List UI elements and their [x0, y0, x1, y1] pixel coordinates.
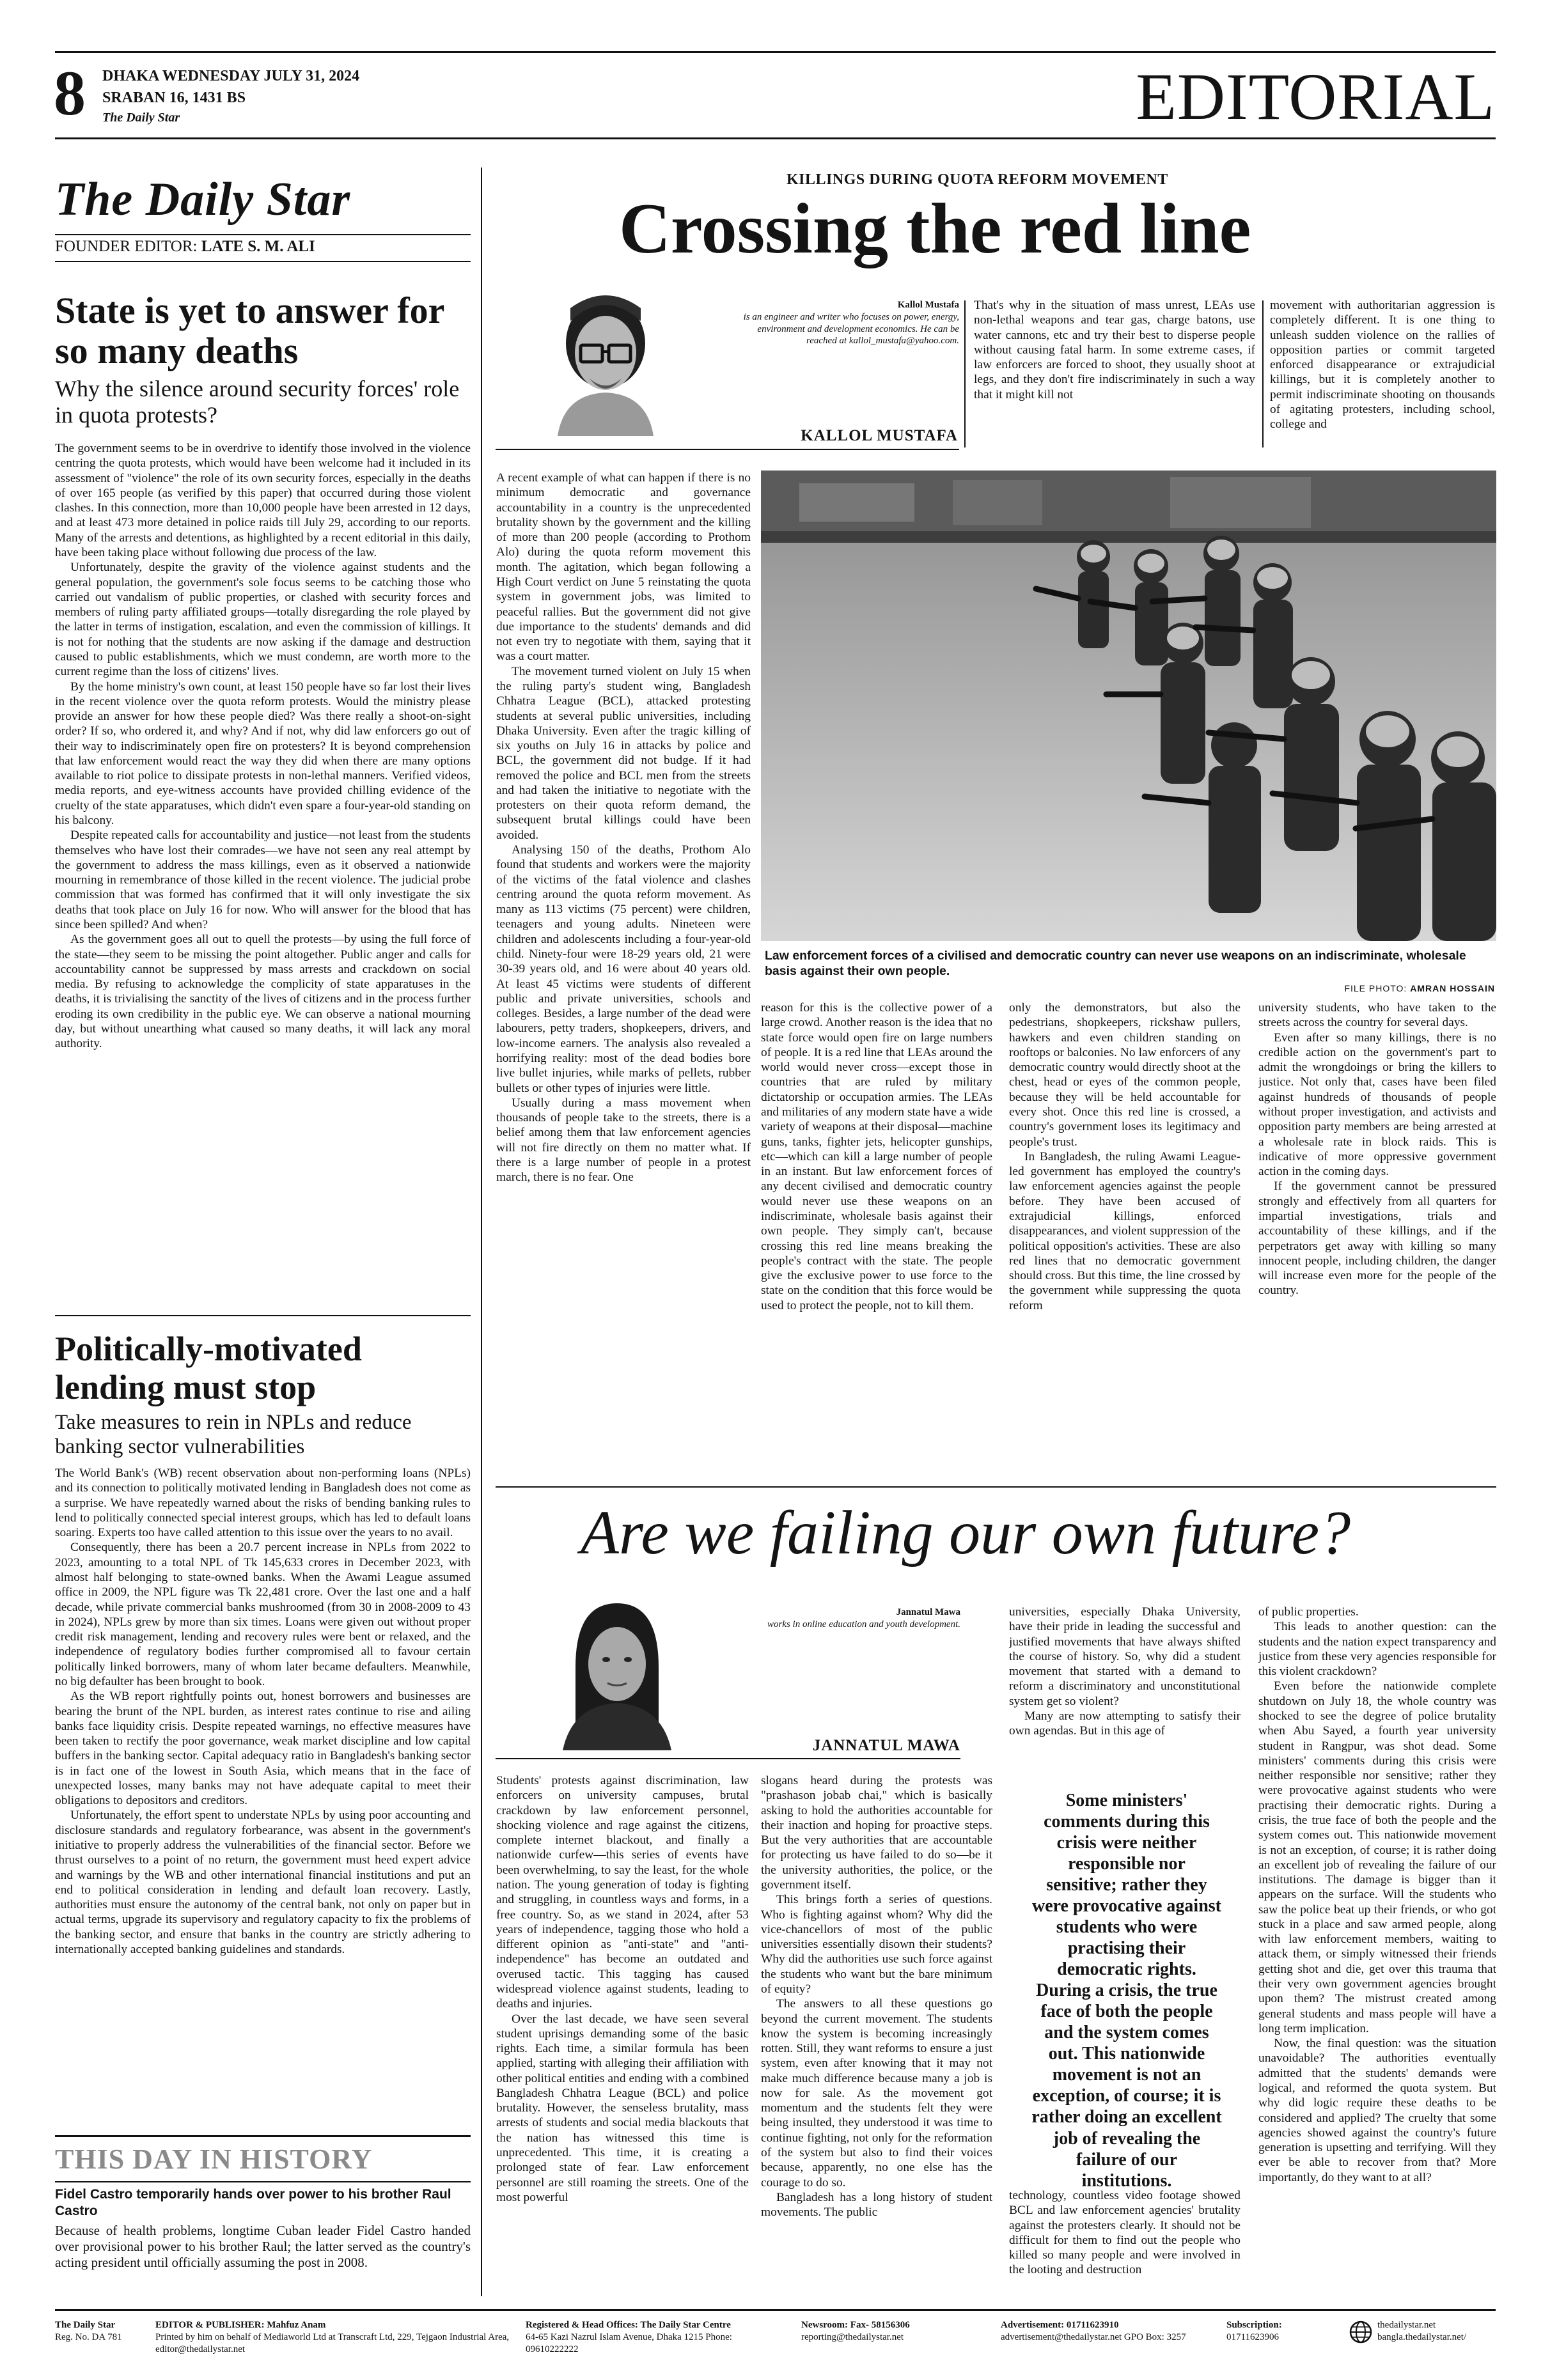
paragraph: Even before the nationwide complete shutdown on July 18, the whole country was shocked to see the degree of police brutality when Abu Sayed, a fourth year university student in Rangpur, was shot dead. Some ministers' comments during this crisis were neither responsible nor sensitive; rather they were provocative against students who were practising their democratic rights. During a crisis, the true face of both the people and the system comes out. This nationwide movement is not an exception, of course; it is rather doing an excellent job of revealing the failure of our institutions. The damage is bigger than it appears on the surface. Will the students who saw the police beat up their friends, or who got stuck in a place and saw armed people, along with law enforcement members, waiting to attack them, or simply witnessed their friends getting shot and die, get over this trauma that their very own government agencies brought upon them? The mistrust created among general students and mass people will have a long term implication. [1258, 1679, 1496, 2035]
footer-title: Advertisement: 01711623910 [1001, 2320, 1119, 2330]
paragraph: Over the last decade, we have seen several student uprisings demanding some of the basic rights. Each time, a similar formula has been applied, starting with alleging their affiliation with other political entities and ending with a combined Bangladesh Chhatra League (BCL) and police brutality. However, the senseless brutality, mass arrests of students and social media blackouts that the nation has witnessed this time is unprecedented. This time, it is creating a prolonged state of fear. Law enforcement personnel are still roaming the streets. One of the most powerful [496, 2012, 749, 2204]
paragraph: The movement turned violent on July 15 when the ruling party's student wing, Bangladesh Chhatra League (BCL), attacked protesting students at several public universities, including Dhaka University. Even after the tragic killing of six youths on July 16 in attacks by police and BCL, the government did not budge. If it had removed the police and BCL men from the streets and had taken the initiative to negotiate with the protesters on their quota reform demand, the subsequent brutal killings could have been avoided. [496, 664, 751, 842]
footer-rule [55, 2309, 1496, 2311]
paragraph: Because of health problems, longtime Cuban leader Fidel Castro handed over provisional power to his brother Raul; the latter served as the country's acting president until officially assuming the post in 2008. [55, 2223, 471, 2271]
footer-title: Registered & Head Offices: The Daily Star Centre [526, 2320, 731, 2330]
paragraph: Students' protests against discrimination, law enforcers on university campuses, brutal crackdown by law enforcement personnel, shocking violence and rage against the citizens, complete internet blackout, and finally a nationwide curfew—this series of events have been overwhelming, to say the least, for the whole nation. The young generation of today is fighting and struggling, in countless ways and forms, in a free country. So, as we stand in 2024, after 53 years of independence, tagging those who hold a different opinion as "anti-state" and "anti-independence" has become an outdated and overused tactic. This tagging has caused widespread violence against students, leading to deaths and injuries. [496, 1774, 749, 2011]
paragraph: The answers to all these questions go beyond the current movement. The students know the system is becoming increasingly rotten. Still, they want reforms to ensure a just system, even after knowing that it may not make much difference because many a job is now for sale. As the movement got momentum and the students felt they were being insulted, they understood it was time to continue fighting, not only for the reformation of the system but also to find their voices because, apparently, no one else has the courage to do so. [761, 1997, 992, 2189]
footer-link[interactable]: thedailystar.net [1377, 2320, 1436, 2330]
column-separator [481, 167, 482, 2296]
article1-kicker: KILLINGS DURING QUOTA REFORM MOVEMENT [787, 171, 1168, 188]
author-portrait-kallol [551, 283, 660, 436]
footer-title: EDITOR & PUBLISHER: Mahfuz Anam [155, 2320, 326, 2330]
article1-col-f [1258, 1000, 1496, 1475]
author-bio-text: is an engineer and writer who focuses on power, energy, environment and development economics. He can be reached at kallol_mustafa@yahoo.com. [743, 311, 959, 346]
paragraph: Despite repeated calls for accountability and justice—not least from the students themselves who have lost their comrades—we have not seen any real attempt by the government to address the mass killings, even as it observed a nationwide mourning in remembrance of those killed in the recent violence. The judicial probe commission that was formed has confirmed that it will only investigate the six deaths that took place on July 16 for now. Who will answer for the blood that has since been spilled? And when? [55, 828, 471, 931]
paragraph: of public properties. [1258, 1605, 1359, 1619]
paragraph: Consequently, there has been a 20.7 percent increase in NPLs from 2022 to 2023, amounting to a total NPL of Tk 145,633 crores in December 2023, with almost half belonging to state-owned banks. When the Awami League assumed office in 2009, the NPL figure was Tk 22,481 crore. Over the last one and a half decade, while private commercial banks mushroomed (from 30 in 2008-2009 to 43 in 2024), NPLs grew by more than six times. Loans were given out without proper credit risk management, lending and recovery rules were bent or relaxed, and the independence of regulatory bodies further compromised all to favour certain politically linked borrowers, many of whom later became defaulters. Meanwhile, no big defaulter has been brought to book. [55, 1541, 471, 1688]
author-bio-kallol [729, 299, 959, 347]
author-bio-text: works in online education and youth development. [767, 1619, 960, 1629]
date-line: DHAKA WEDNESDAY JULY 31, 2024 [102, 68, 360, 84]
footer-link[interactable]: bangla.thedailystar.net/ [1377, 2331, 1467, 2342]
police-photo-image [761, 471, 1496, 941]
footer-text: Printed by him on behalf of Mediaworld Ltd at Transcraft Ltd, 229, Tejgaon Industrial Area, editor@thedailystar.net [155, 2331, 510, 2354]
column-separator [964, 300, 966, 447]
editorial1-body [55, 441, 471, 1307]
paragraph: Unfortunately, despite the gravity of the violence against students and the general population, the government's sole focus seems to be catching those who carried out vandalism of public properties, or clashed with security forces and members of ruling party affiliated groups—totally disregarding the role played by the latter in terms of instigation, escalation, and even the commission of killings. It is not for nothing that the students are now asking if the damage and destruction caused to public establishments, which we must condemn, are worth more to the current regime than the loss of citizens' lives. [55, 561, 471, 679]
paragraph: This brings forth a series of questions. Who is fighting against whom? Why did the vice-chancellors of most of the public universities essentially disown their students? Why did the authorities use such force against the students who want but the bare minimum of equity? [761, 1893, 992, 1996]
paragraph: Many are now attempting to satisfy their own agendas. But in this age of [1009, 1709, 1241, 1738]
masthead-logo: The Daily Star [55, 173, 351, 226]
editorial1-subtitle: Why the silence around security forces' role in quota protests? [55, 376, 460, 428]
article2-col-d [1258, 1605, 1496, 2292]
photo-credit [1344, 983, 1495, 993]
founder-name: LATE S. M. ALI [201, 238, 315, 255]
paragraph: Even after so many killings, there is no credible action on the government's part to admit the wrongdoings or bring the killers to justice. Not only that, cases have been filed against hundreds of thousands of people without proper investigation, and activists and opposition party members are being arrested at a wholesale rate in block raids. This is indicative of more oppressive government action in the coming days. [1258, 1031, 1496, 1179]
history-headline: Fidel Castro temporarily hands over power to his brother Raul Castro [55, 2187, 451, 2219]
police-photo [761, 471, 1496, 941]
editorial-divider [55, 1315, 471, 1316]
column-separator [1262, 300, 1264, 447]
footer-col-5 [1001, 2319, 1193, 2344]
section-title: EDITORIAL [1136, 60, 1495, 134]
paragraph: As the government goes all out to quell the protests—by using the full force of the state—they seem to be missing the point altogether. Public anger and calls for accountability cannot be suppressed by mass arrests and crackdown on social media. By refusing to acknowledge the complicity of state apparatuses in the deaths, it is trivialising the sanctity of the lives of citizens and in the process further eroding its own credibility in the public eye. We can observe a national mourning day, but without unearthing what caused so many deaths, it will lack any moral authority. [55, 933, 471, 1051]
credit-name: AMRAN HOSSAIN [1410, 983, 1495, 993]
author-bio-name: Kallol Mustafa [897, 300, 959, 310]
paragraph: If the government cannot be pressured strongly and effectively from all quarters for impartial investigations, trials and accountability of these killings, and if the perpetrators get away with killing so many innocent people, including children, the danger will increase even more for the people of the country. [1258, 1179, 1496, 1298]
paragraph: slogans heard during the protests was "prashason jobab chai," which is basically asking to hold the authorities accountable for their inaction and hoping for proactive steps. But the very authorities that are accountable for protecting us have failed to do so—be it the university authorities, the police, or the government itself. [761, 1774, 992, 1892]
paragraph: A recent example of what can happen if there is no minimum democratic and governance accountability in a country is the unprecedented brutality shown by the government and the killing of more than 200 people (according to Prothom Alo) during the quota reform movement this month. The agitation, which began following a High Court verdict on June 5 reinstating the quota system in government jobs, was limited to peaceful rallies. But the government did not give due importance to the students' demands and did not even try to negotiate with them, saying that it was a court matter. [496, 471, 751, 664]
paragraph: university students, who have taken to the streets across the country for several days. [1258, 1001, 1496, 1030]
paragraph: That's why in the situation of mass unrest, LEAs use non-lethal weapons and tear gas, charge batons, use water cannons, etc and try their best to disperse people without causing fatal harm. In some extreme cases, if law enforcers are forced to shoot, they usually shoot at legs, and they don't fire indiscriminately in such a way that it might kill not [974, 299, 1255, 401]
article1-col-c [1270, 298, 1495, 449]
footer-title: The Daily Star [55, 2320, 116, 2330]
article2-title: Are we failing our own future? [581, 1498, 1351, 1567]
footer-col-6 [1226, 2319, 1329, 2344]
footer-text: 01711623906 [1226, 2331, 1279, 2342]
history-rule [55, 2135, 471, 2137]
editorial2-body [55, 1466, 471, 2131]
author-portrait-jannatul [563, 1591, 671, 1750]
article1-col-e [1009, 1000, 1241, 1475]
paragraph: technology, countless video footage showed BCL and law enforcement agencies' brutality against the protesters clearly. It should not be difficult for them to find out the people who killed so many people and were involved in the looting and destruction [1009, 2189, 1241, 2277]
author-bio-jannatul [716, 1606, 960, 1631]
footer-title: Subscription: [1226, 2320, 1282, 2330]
small-masthead: The Daily Star [102, 111, 180, 125]
article1-title: Crossing the red line [619, 189, 1251, 268]
footer-text: Reg. No. DA 781 [55, 2331, 122, 2342]
history-label: THIS DAY IN HISTORY [55, 2143, 373, 2175]
paragraph: movement with authoritarian aggression is completely different. It is one thing to unleash sudden violence on the rallies of opposition parties or commit targeted enforced disappearance or extrajudicial killings, but it is completely another to permit indiscriminate shooting on thousands of agitating protesters, including school, college and [1270, 299, 1495, 432]
paragraph: By the home ministry's own count, at least 150 people have so far lost their lives in the recent violence over the quota reform protests. Would the ministry please provide an answer for how these people died? Was there really a shoot-on-sight order? If so, who ordered it, and why? And if not, why did law enforcers go out of their way to indiscriminately open fire on protesters? It is beyond comprehension that law enforcement would react the way they did when there are many options available to riot police to dissipate protests in non-lethal manners. Verified videos, media reports, and eye-witness accounts have provided chilling evidence of the cruelty of the state apparatuses, which didn't even spare a four-year-old standing on his balcony. [55, 680, 471, 828]
footer-col-4 [801, 2319, 961, 2344]
credit-label: FILE PHOTO: [1344, 983, 1407, 993]
author-bio-name: Jannatul Mawa [896, 1607, 960, 1617]
header-rule [55, 137, 1496, 139]
top-rule [55, 51, 1496, 53]
paragraph: The government seems to be in overdrive to identify those involved in the violence centring the quota protests, which would have been welcome had it included in its assessment of "violence" the role of its own security forces, especially in the deaths of over 165 people (as verified by this paper) that occurred during those violent clashes. In this connection, more than 10,000 people have been arrested in 12 days, and at least 473 more detained in police raids till July 29, according to our reports. Many of the arrests and detentions, as highlighted by a recent editorial in this daily, have been taking place without following due process of the law. [55, 442, 471, 559]
article2-byline: JANNATUL MAWA [812, 1737, 960, 1754]
footer-text: reporting@thedailystar.net [801, 2331, 904, 2342]
founder-label: FOUNDER EDITOR: [55, 238, 198, 255]
footer-text: advertisement@thedailystar.net GPO Box: 3257 [1001, 2331, 1186, 2342]
founder-line [55, 238, 315, 256]
paragraph: In Bangladesh, the ruling Awami League-led government has employed the country's law enforcement agencies against the people before. They have been accused of extrajudicial killings, enforced disappearances, and violent suppression of the political opposition's activities. These are also red lines that no democratic government should cross. But this time, the line crossed by the government while suppressing the quota reform [1009, 1149, 1241, 1312]
paragraph: only the demonstrators, but also the pedestrians, shopkeepers, rickshaw pullers, hawkers and even children standing on rooftops or balconies. No law enforcers of any democratic country would directly shoot at the chest, head or eyes of the common people, because they will be held accountable for every shot. Once this red line is crossed, a country's government loses its legitimacy and people's trust. [1009, 1001, 1241, 1149]
article1-col-d [761, 1000, 992, 1475]
byline-rule [496, 449, 959, 450]
paragraph: The World Bank's (WB) recent observation about non-performing loans (NPLs) and its connection to politically motivated lending in Bangladesh does not come as a surprise. We have repeatedly warned about the risks of bending banking rules to lend to politically connected special interest groups, which has led to default loans soaring. Experts too have called attention to this issue over the years to no avail. [55, 1466, 471, 1540]
paragraph: reason for this is the collective power of a large crowd. Another reason is the idea that no state force would open fire on large numbers of people. It is a red line that LEAs around the world would never cross—except those in countries that are ruled by military dictatorship or occupation armies. The LEAs and militaries of any modern state have a wide variety of weapons at their disposal—machine guns, tanks, fighter jets, helicopter gunships, etc—which can kill a large number of people in an instant. But law enforcement forces of any decent civilised and democratic country would never use these weapons on an indiscriminate, wholesale basis against their own people. They simply can't, because crossing this red line means breaking the people's contract with the state. The people give the exclusive power to use force to the state on the condition that this force would be used to protect the people, not to kill them. [761, 1001, 992, 1312]
footer-col-1 [55, 2319, 151, 2344]
article1-byline: KALLOL MUSTAFA [801, 427, 958, 444]
footer-title: Newsroom: Fax- 58156306 [801, 2320, 910, 2330]
article2-col-b [761, 1773, 992, 2291]
paragraph: universities, especially Dhaka University, have their pride in leading the successful and justified movements that have always shifted the course of history. So, why did a student movement that started with a demand to reform a discriminatory and unconstitutional system get so violent? [1009, 1605, 1241, 1708]
photo-caption: Law enforcement forces of a civilised and democratic country can never use weapons on an indiscriminate, wholesale basis against their own people. [765, 949, 1466, 979]
paragraph: This leads to another question: can the students and the nation expect transparency and justice from these very agencies responsible for this violent crackdown? [1258, 1620, 1496, 1679]
globe-icon [1349, 2321, 1372, 2344]
article1-col-b [974, 298, 1255, 449]
editorial2-title: Politically-motivated lending must stop [55, 1330, 362, 1407]
masthead-rule [55, 234, 471, 235]
paragraph: As the WB report rightfully points out, honest borrowers and businesses are bearing the brunt of the NPL burden, as interest rates continue to rise and ailing banks face liquidity crisis. Despite repeated warnings, no effective measures have been taken to rectify the poor governance, weak market discipline and low capital buffers in the banking sector. Capital adequacy ratio in Bangladesh's banking sector is in fact one of the lowest in South Asia, which means that in the face of unexpected losses, many banks may not have adequate capital to meet their obligations to depositors and creditors. [55, 1690, 471, 1808]
article1-col-a [496, 471, 751, 1477]
history-rule-bottom [55, 2181, 471, 2182]
article2-col-c-bottom [1009, 2188, 1241, 2291]
article2-col-a [496, 1773, 749, 2291]
editorial2-subtitle: Take measures to rein in NPLs and reduce banking sector vulnerabilities [55, 1411, 412, 1458]
paragraph: Bangladesh has a long history of student movements. The public [761, 2190, 992, 2220]
paragraph: Usually during a mass movement when thousands of people take to the streets, there is a belief among them that law enforcement agencies will not fire directly on them no matter what. If there is a large number of people in a protest march, there is no fear. One [496, 1096, 751, 1185]
bangla-date: SRABAN 16, 1431 BS [102, 89, 246, 106]
paragraph: Unfortunately, the effort spent to understate NPLs by using poor accounting and disclosure standards and regulatory forbearance, was absent in the government's initiative to properly address the vulnerabilities of the financial sector. Before we thrust ourselves to a point of no return, the government must heed expert advice and warnings by the WB and other international financial institutions and put an end to political consideration in lending and default loan recovery. Lastly, authorities must ensure the autonomy of the central bank, not only on paper but in actual terms, upgrade its supervisory and regulatory capacity to fix the problems of the banking sector, and ensure that banks in the country are strictly adhering to internationally accepted banking guidelines and standards. [55, 1808, 471, 1956]
footer-col-2 [155, 2319, 513, 2355]
paragraph: Now, the final question: was the situation unavoidable? The authorities eventually admitted that the students' demands were logical, and reformed the quota system. But why did logic require these deaths to be considered and applied? The cruelty that some agencies showed against the country's future generation is upsetting and terrifying. Will they ever be able to recover from that? More importantly, do they want to at all? [1258, 2037, 1496, 2184]
byline-rule [496, 1758, 960, 1759]
footer-text: 64-65 Kazi Nazrul Islam Avenue, Dhaka 1215 Phone: 09610222222 [526, 2331, 732, 2354]
editorial1-title: State is yet to answer for so many deaths [55, 290, 444, 371]
paragraph: Analysing 150 of the deaths, Prothom Alo found that students and workers were the majority of the victims of the fatal violence and clashes centring around the quota reform movement. As many as 113 victims (75 percent) were children, teenagers and young adults. Nineteen were children and adolescents including a four-year-old child. Ninety-four were 18-29 years old, 21 were 30-39 years old, and 16 were about 40 years old. At least 45 victims were students of different public and private universities, schools and colleges. Besides, a large number of the dead were labourers, petty traders, shopkeepers, drivers, and low-income earners. The analysis also revealed a horrifying reality: most of the dead bodies bore live bullet injuries, while marks of pellets, rubber bullets or other types of injuries were little. [496, 843, 751, 1095]
masthead-rule-bottom [55, 261, 471, 262]
page-number: 8 [54, 58, 86, 128]
footer-col-3 [526, 2319, 781, 2355]
article-divider [496, 1486, 1496, 1488]
history-text [55, 2223, 471, 2293]
article2-col-c-top [1009, 1605, 1241, 1753]
pull-quote: Some ministers' comments during this crisis were neither responsible nor sensitive; rather they were provocative against students who were practising their democratic rights. During a crisis, the true face of both the people and the system comes out. This nationwide movement is not an exception, of course; it is rather doing an excellent job of revealing the failure of our institutions. [1031, 1791, 1222, 2191]
footer-col-7 [1377, 2319, 1496, 2344]
